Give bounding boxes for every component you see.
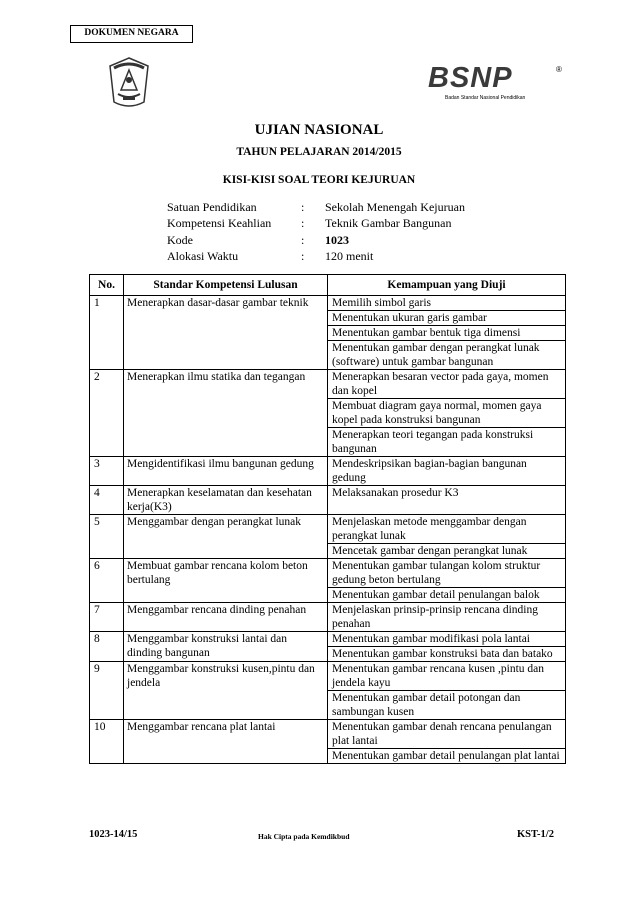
tested-ability: Mencetak gambar dengan perangkat lunak [328,544,566,559]
tested-ability: Menentukan gambar tulangan kolom struktur gedung beton bertulang [328,559,566,588]
table-row [90,632,566,647]
tested-ability: Menentukan gambar detail penulangan balok [328,588,566,603]
document-subtitle: KISI-KISI SOAL TEORI KEJURUAN [222,174,416,186]
competency-standard: Mengidentifikasi ilmu bangunan gedung [124,457,328,486]
tested-ability: Mendeskripsikan bagian-bagian bangunan gedung [328,457,566,486]
info-label: Alokasi Waktu [167,248,239,263]
info-value: Sekolah Menengah Kejuruan [325,200,465,214]
table-row [90,559,566,588]
tested-ability: Menentukan gambar detail potongan dan sambungan kusen [328,691,566,720]
info-row [167,199,465,215]
academic-year: TAHUN PELAJARAN 2014/2015 [236,146,402,158]
exam-info-block [167,199,465,264]
tested-ability: Melaksanakan prosedur K3 [328,486,566,515]
competency-standard: Menerapkan ilmu statika dan tegangan [124,370,328,457]
table-row [90,370,566,399]
tested-ability: Menentukan gambar bentuk tiga dimensi [328,326,566,341]
header-no: No. [90,275,124,296]
tested-ability: Memilih simbol garis [328,296,566,311]
info-separator: : [301,200,305,214]
row-number: 3 [90,457,124,486]
competency-standard: Menggambar rencana plat lantai [124,720,328,764]
exam-title: UJIAN NASIONAL [254,122,384,138]
row-number: 9 [90,662,124,720]
document-classification-stamp: DOKUMEN NEGARA [70,25,193,43]
table-row [90,720,566,749]
tested-ability: Menerapkan besaran vector pada gaya, momen dan kopel [328,370,566,399]
row-number: 5 [90,515,124,559]
table-row [90,486,566,515]
info-row [167,248,465,264]
tested-ability: Menerapkan teori tegangan pada konstruksi bangunan [328,428,566,457]
info-row [167,232,465,248]
tested-ability: Menentukan gambar dengan perangkat lunak (software) untuk gambar bangunan [328,341,566,370]
tested-ability: Menentukan gambar rencana kusen ,pintu dan jendela kayu [328,662,566,691]
info-separator: : [301,232,305,247]
competency-standard: Membuat gambar rencana kolom beton bertulang [124,559,328,603]
row-number: 4 [90,486,124,515]
header-kemampuan-diuji: Kemampuan yang Diuji [328,275,566,296]
tested-ability: Menentukan gambar modifikasi pola lantai [328,632,566,647]
info-value: Teknik Gambar Bangunan [325,216,452,231]
competency-grid-table [89,274,566,764]
tested-ability: Menentukan gambar denah rencana penulangan plat lantai [328,720,566,749]
competency-standard: Menggambar konstruksi lantai dan dinding bangunan [124,632,328,662]
competency-standard: Menggambar dengan perangkat lunak [124,515,328,559]
info-label: Satuan Pendidikan [167,200,257,214]
footer-copyright: Hak Cipta pada Kemdikbud [258,832,350,841]
tested-ability: Menjelaskan metode menggambar dengan perangkat lunak [328,515,566,544]
table-row [90,457,566,486]
tut-wuri-handayani-logo [108,56,150,110]
row-number: 10 [90,720,124,764]
info-separator: : [301,248,305,263]
info-row [167,215,465,231]
row-number: 2 [90,370,124,457]
tested-ability: Menentukan ukuran garis gambar [328,311,566,326]
tested-ability: Menentukan gambar konstruksi bata dan batako [328,647,566,662]
table-header-row [90,275,566,296]
competency-standard: Menerapkan dasar-dasar gambar teknik [124,296,328,370]
table-row [90,603,566,632]
tested-ability: Membuat diagram gaya normal, momen gaya kopel pada konstruksi bangunan [328,399,566,428]
header-standar-kompetensi: Standar Kompetensi Lulusan [124,275,328,296]
info-label: Kompetensi Keahlian [167,216,272,231]
tested-ability: Menentukan gambar detail penulangan plat lantai [328,749,566,764]
footer-page-number: KST-1/2 [517,829,554,840]
info-separator: : [301,216,305,231]
competency-standard: Menggambar rencana dinding penahan [124,603,328,632]
row-number: 8 [90,632,124,662]
table-row [90,662,566,691]
info-value: 1023 [325,232,349,247]
info-value: 120 menit [325,248,374,263]
competency-standard: Menggambar konstruksi kusen,pintu dan jendela [124,662,328,720]
tested-ability: Menjelaskan prinsip-prinsip rencana dinding penahan [328,603,566,632]
row-number: 6 [90,559,124,603]
row-number: 7 [90,603,124,632]
bsnp-logo: BSNP ® Badan Standar Nasional Pendidikan [428,62,562,101]
competency-standard: Menerapkan keselamatan dan kesehatan kerja(K3) [124,486,328,515]
table-row [90,515,566,544]
footer-code: 1023-14/15 [89,829,138,840]
info-label: Kode [167,232,193,247]
row-number: 1 [90,296,124,370]
table-row [90,296,566,311]
